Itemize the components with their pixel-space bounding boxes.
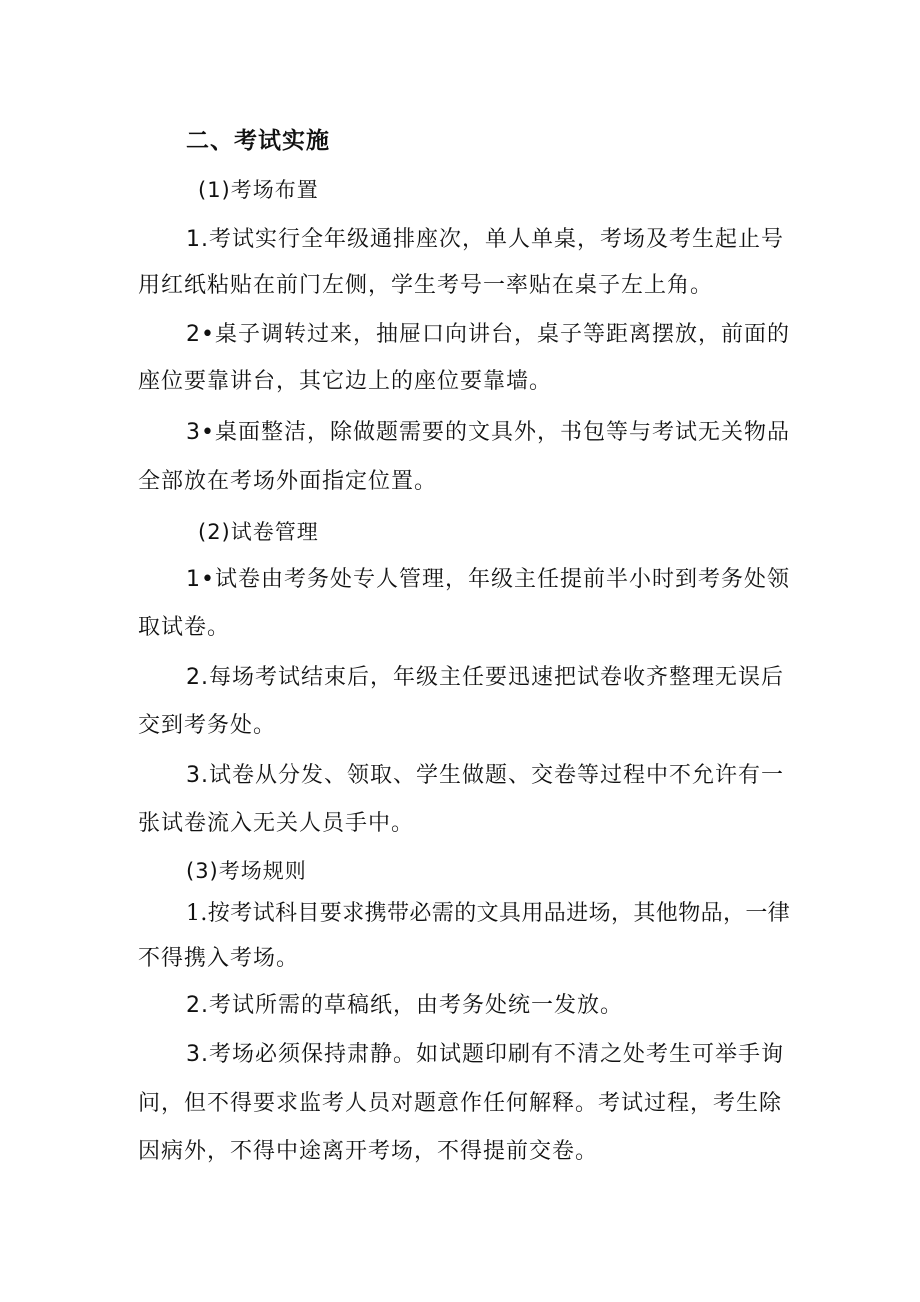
paragraph-line: 1•试卷由考务处专人管理，年级主任提前半小时到考务处领: [186, 567, 790, 592]
paragraph-line: 座位要靠讲台，其它边上的座位要靠墙。: [138, 369, 553, 394]
section-title: 二、考试实施: [186, 128, 330, 154]
paragraph-line: 取试卷。: [138, 615, 231, 640]
paragraph-line: 2.考试所需的草稿纸，由考务处统一发放。: [186, 993, 623, 1018]
paragraph-line: 不得携入考场。: [138, 946, 300, 971]
paragraph-line: 1.按考试科目要求携带必需的文具用品进场，其他物品，一律: [186, 901, 791, 926]
paragraph-line: 3•桌面整洁，除做题需要的文具外，书包等与考试无关物品: [186, 420, 790, 445]
paragraph-line: 3.考场必须保持肃静。如试题印刷有不清之处考生可举手询: [186, 1042, 784, 1067]
subsection-title-exam-rules: (3)考场规则: [186, 859, 307, 883]
paragraph-line: 1.考试实行全年级通排座次，单人单桌，考场及考生起止号: [186, 227, 784, 252]
paragraph-line: 问，但不得要求监考人员对题意作任何解释。考试过程，考生除: [138, 1091, 783, 1116]
paragraph-line: 2.每场考试结束后，年级主任要迅速把试卷收齐整理无误后: [186, 665, 784, 690]
paragraph-line: 全部放在考场外面指定位置。: [138, 469, 438, 494]
paragraph-line: 2•桌子调转过来，抽屉口向讲台，桌子等距离摆放，前面的: [186, 322, 790, 347]
paragraph-line: 因病外，不得中途离开考场，不得提前交卷。: [138, 1139, 599, 1164]
paragraph-line: 张试卷流入无关人员手中。: [138, 811, 415, 836]
subsection-title-exam-room-setup: (1)考场布置: [198, 178, 319, 202]
paragraph-line: 用红纸粘贴在前门左侧，学生考号一率贴在桌子左上角。: [138, 273, 714, 298]
paragraph-line: 3.试卷从分发、领取、学生做题、交卷等过程中不允许有一: [186, 763, 784, 788]
paragraph-line: 交到考务处。: [138, 713, 277, 738]
subsection-title-paper-management: (2)试卷管理: [198, 520, 319, 544]
